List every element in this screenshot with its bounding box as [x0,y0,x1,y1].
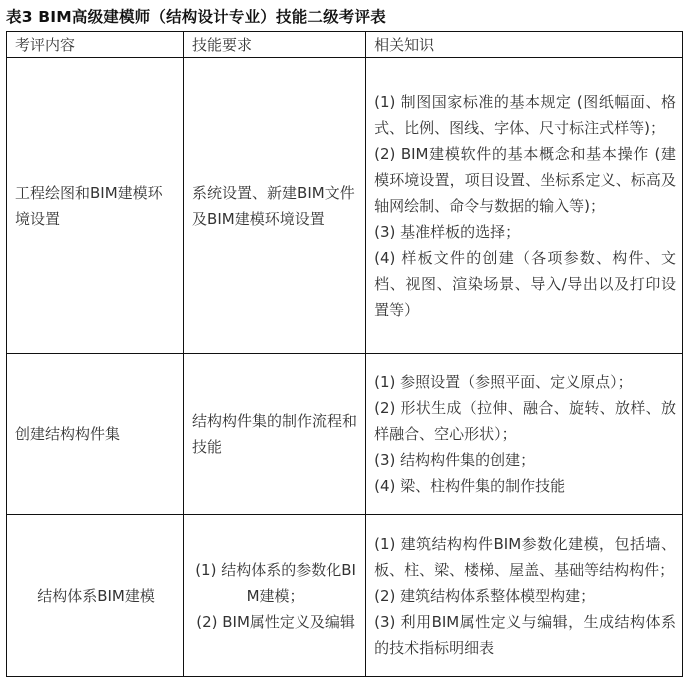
knowledge-item: (2) 形状生成（拉伸、融合、旋转、放样、放样融合、空心形状）； [374,399,676,443]
skill-item: 结构构件集的制作流程和技能 [192,412,358,456]
knowledge-item: (3) 利用BIM属性定义与编辑，生成结构体系的技术指标明细表 [374,612,676,657]
skill-requirement-cell [184,354,366,515]
header-skill-requirement: 技能要求 [184,32,366,58]
skill-item: 系统设置、新建BIM文件及BIM建模环境设置 [192,183,355,228]
knowledge-item: (1) 制图国家标准的基本规定 (图纸幅面、格式、比例、图线、字体、尺寸标注式样等)； [374,92,676,137]
knowledge-item: (3) 基准样板的选择； [374,222,521,241]
related-knowledge-cell [366,354,683,515]
skill-requirement-cell [184,58,366,354]
skill-item: (2) BIM属性定义及编辑 [196,612,355,631]
header-related-knowledge: 相关知识 [366,32,683,58]
related-knowledge-cell [366,58,683,354]
skill-requirement-cell [184,515,366,677]
table-row [7,58,683,354]
table-title: 表3 BIM高级建模师（结构设计专业）技能二级考评表 [6,8,386,26]
knowledge-item: (4) 梁、柱构件集的制作技能 [374,477,566,495]
skill-item: (1) 结构体系的参数化BIM建模； [195,560,356,605]
skill-assessment-table [6,31,683,677]
assessment-content-cell: 工程绘图和BIM建模环境设置 [7,58,184,354]
knowledge-item: (1) 参照设置（参照平面、定义原点）； [374,373,633,391]
assessment-content-cell: 创建结构构件集 [7,354,184,515]
table-row [7,354,683,515]
knowledge-item: (2) 建筑结构体系整体模型构建； [374,586,596,605]
header-assessment-content: 考评内容 [7,32,184,58]
table-header-row [7,32,683,58]
related-knowledge-cell [366,515,683,677]
table-row [7,515,683,677]
knowledge-item: (1) 建筑结构构件BIM参数化建模，包括墙、板、柱、梁、楼梯、屋盖、基础等结构构件； [374,534,676,579]
knowledge-item: (4) 样板文件的创建（各项参数、构件、文档、视图、渲染场景、导入/导出以及打印设置等） [374,248,676,319]
knowledge-item: (3) 结构构件集的创建； [374,451,536,469]
assessment-content-cell: 结构体系BIM建模 [7,515,184,677]
knowledge-item: (2) BIM建模软件的基本概念和基本操作 (建模环境设置，项目设置、坐标系定义、标高及轴网绘制、命令与数据的输入等)； [374,144,676,215]
